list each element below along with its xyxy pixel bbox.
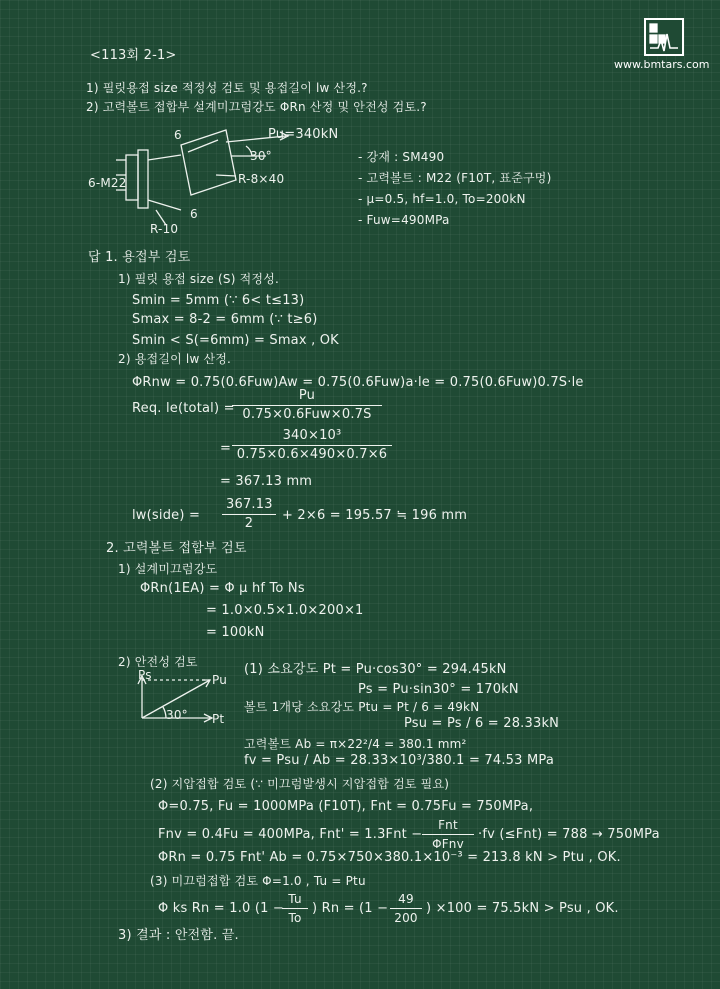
problem-number: <113회 2-1> [90,48,177,63]
final-result: 3) 결과 : 안전함. 끝. [118,928,239,943]
fraction-5-den: To [288,911,302,925]
load-label: Pu=340kN [268,127,339,142]
fraction-5 [282,891,308,926]
s-max-line: Smax = 8-2 = 6mm (∵ t≥6) [132,312,318,327]
fraction-1-den: 0.75×0.6Fuw×0.7S [242,407,372,422]
phi-rn-result: = 100kN [206,625,265,640]
triangle-angle: 30° [166,708,188,722]
answer-1-heading: 답 1. 용접부 검토 [88,250,191,265]
given-params: - μ=0.5, hf=1.0, To=200kN [358,192,526,206]
fraction-2-num: 340×10³ [232,428,392,446]
step-2-1: 1) 설계미끄럼강도 [118,562,218,576]
bolt-spec-label: 6-M22 [88,176,127,190]
fraction-2 [232,428,392,463]
lw-side-result: + 2×6 = 195.57 ≒ 196 mm [282,508,468,523]
s-min-line: Smin = 5mm (∵ 6< t≤13) [132,293,305,308]
slip-eq-start: Φ ks Rn = 1.0 (1 − [158,901,285,916]
question-2: 2) 고력볼트 접합부 설계미끄럼강도 ΦRn 산정 및 안전성 검토.? [86,100,427,114]
given-fuw: - Fuw=490MPa [358,213,450,227]
fraction-3 [222,497,276,532]
s-compare-line: Smin < S(=6mm) = Smax , OK [132,333,339,348]
website-url[interactable]: www.bmtars.com [614,58,710,71]
step-1-1: 1) 필릿 용접 size (S) 적정성. [118,272,279,286]
fraction-2-den: 0.75×0.6×490×0.7×6 [236,447,388,462]
fraction-1-num: Pu [232,388,382,406]
required-strength-pt: (1) 소요강도 Pt = Pu·cos30° = 294.45kN [244,662,507,677]
fnt-prime-result: ·fv (≤Fnt) = 788 → 750MPa [478,827,660,842]
fraction-5-num: Tu [282,891,308,909]
lw-side-label: lw(side) = [132,508,201,523]
weld-size-bottom: 6 [190,207,198,221]
phi-rnw-line: ΦRnw = 0.75(0.6Fuw)Aw = 0.75(0.6Fuw)a·le = 0.75(0.6Fuw)0.7S·le [132,375,584,390]
fraction-4-den: ΦFnv [432,837,464,851]
fraction-3-num: 367.13 [222,497,276,515]
fraction-4-num: Fnt [422,817,474,835]
req-le-label: Req. le(total) = [132,401,235,416]
bearing-check-heading: (2) 지압접합 검토 (∵ 미끄럼발생시 지압접합 검토 필요) [150,777,450,791]
question-1: 1) 필릿용접 size 적정성 검토 및 용접길이 lw 산정.? [86,81,368,95]
slip-eq-mid: ) Rn = (1 − [312,901,389,916]
fraction-6-den: 200 [394,911,418,925]
plate-r10-label: R-10 [150,222,179,236]
weld-size-top: 6 [174,128,182,142]
fraction-6 [390,891,422,926]
bearing-params: Φ=0.75, Fu = 1000MPa (F10T), Fnt = 0.75Fu = 750MPa, [158,799,534,814]
per-bolt-psu: Psu = Ps / 6 = 28.33kN [404,716,560,731]
fraction-1 [232,388,382,423]
step-2-2: 2) 안전성 검토 [118,655,198,669]
fraction-3-den: 2 [244,516,254,531]
slip-check-heading: (3) 미끄럼접합 검토 Φ=1.0 , Tu = Ptu [150,874,366,888]
fraction-6-num: 49 [390,891,422,909]
equals-2: = [220,441,232,456]
triangle-pt: Pt [212,712,225,726]
triangle-ps: Ps [138,668,152,682]
phi-rn-calc: = 1.0×0.5×1.0×200×1 [206,603,364,618]
phi-rn-1ea: ΦRn(1EA) = Φ μ hf To Ns [140,581,305,596]
shear-stress-fv: fv = Psu / Ab = 28.33×10³/380.1 = 74.53 MPa [244,753,554,768]
given-bolt: - 고력볼트 : M22 (F10T, 표준구멍) [358,171,552,185]
required-strength-ps: Ps = Pu·sin30° = 170kN [358,682,519,697]
triangle-pu: Pu [212,673,228,687]
bolt-area: 고력볼트 Ab = π×22²/4 = 380.1 mm² [244,737,467,751]
load-angle: 30° [250,149,272,163]
fnt-prime-eq: Fnv = 0.4Fu = 400MPa, Fnt' = 1.3Fnt − [158,827,423,842]
plate-r8-label: R-8×40 [238,172,285,186]
given-steel: - 강재 : SM490 [358,150,445,164]
answer-2-heading: 2. 고력볼트 접합부 검토 [106,541,247,556]
slip-eq-result: ) ×100 = 75.5kN > Psu , OK. [426,901,619,916]
per-bolt-ptu: 볼트 1개당 소요강도 Ptu = Pt / 6 = 49kN [244,700,480,714]
le-result: = 367.13 mm [220,474,313,489]
bmtars-logo-icon [644,18,684,56]
bearing-phi-rn: ΦRn = 0.75 Fnt' Ab = 0.75×750×380.1×10⁻³ = 213.8 kN > Ptu , OK. [158,850,621,865]
fraction-4 [422,817,474,852]
step-1-2: 2) 용접길이 lw 산정. [118,352,232,366]
